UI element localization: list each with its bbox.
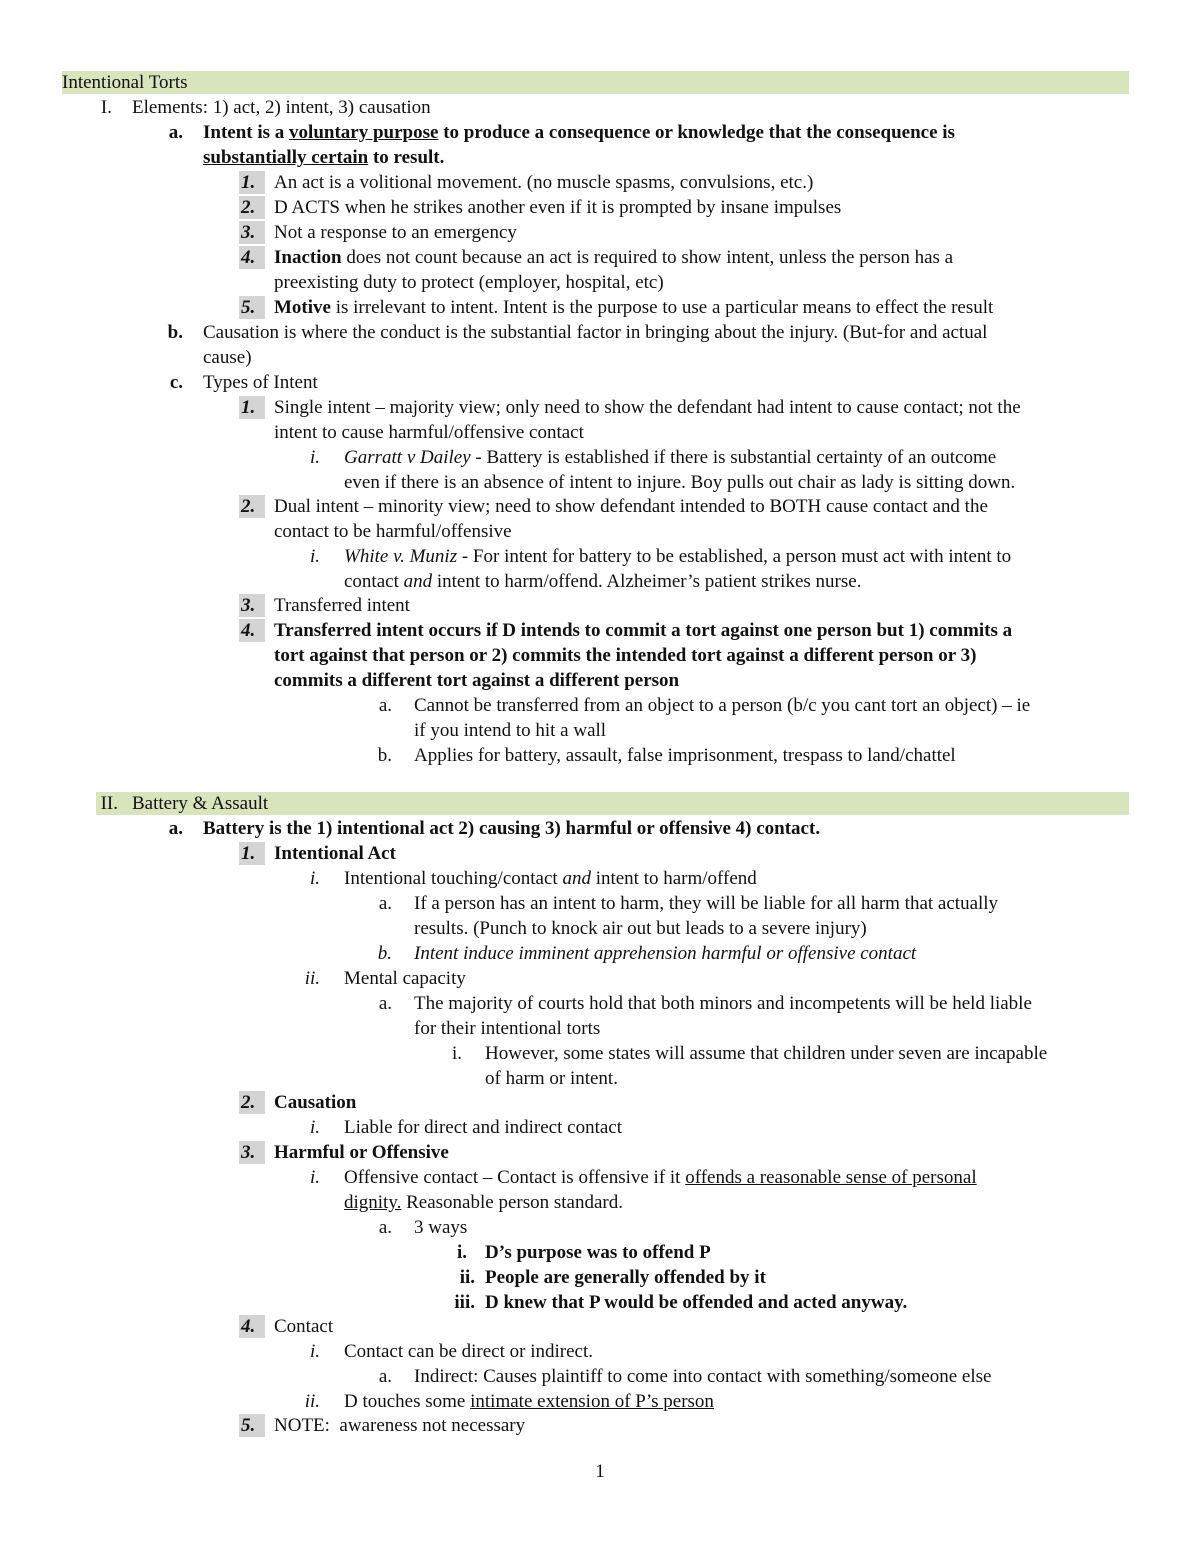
single-intent: Single intent – majority view; only need to show the defendant had intent to cause contact; not the [274,397,1021,418]
single-intent-cont: intent to cause harmful/offensive contact [274,422,584,443]
list-marker: a. [168,122,183,143]
transferred-intent-definition: Transferred intent occurs if D intends to commit a tort against one person but 1) commits a [274,620,1013,641]
intentional-act-title: Intentional Act [274,843,396,864]
roman-numeral: II. [100,793,118,814]
causation-title: Causation [274,1092,357,1113]
list-number: 3. [241,222,256,243]
contact-title: Contact [274,1316,334,1337]
transferred-intent-definition-cont: commits a different tort against a different person [274,670,680,691]
dual-intent-cont: contact to be harmful/offensive [274,521,512,542]
list-number: 2. [241,1092,256,1113]
list-item: An act is a volitional movement. (no muscle spasms, convulsions, etc.) [274,172,814,193]
offensive-contact: Offensive contact – Contact is offensive if it offends a reasonable sense of personal [344,1167,977,1188]
list-marker: iii. [454,1292,475,1313]
list-marker: a. [378,695,392,716]
causation-definition-cont: cause) [203,347,252,368]
list-item-cont: preexisting duty to protect (employer, hospital, etc) [274,272,664,293]
list-marker: i. [309,868,320,889]
list-item-cont: of harm or intent. [485,1068,618,1089]
page-number: 1 [595,1461,605,1482]
case-white-cont: contact and intent to harm/offend. Alzheimer’s patient strikes nurse. [344,571,862,592]
list-marker: ii. [459,1267,475,1288]
list-item: Liable for direct and indirect contact [344,1117,623,1138]
list-item: Contact can be direct or indirect. [344,1341,594,1362]
list-number: 1. [241,172,256,193]
list-marker: i. [456,1242,467,1263]
list-number: 2. [241,197,256,218]
list-number: 1. [241,397,256,418]
list-item-cont: for their intentional torts [414,1018,601,1039]
list-marker: a. [168,818,183,839]
list-item: D ACTS when he strikes another even if it is prompted by insane impulses [274,197,842,218]
case-white: White v. Muniz - For intent for battery to be established, a person must act with intent to [344,546,1012,567]
transferred-intent-definition-cont: tort against that person or 2) commits the intended tort against a different person or 3) [274,645,977,666]
list-item: People are generally offended by it [485,1267,766,1288]
list-number: 2. [241,496,256,517]
list-item: 3 ways [414,1217,468,1238]
list-item: Cannot be transferred from an object to a person (b/c you cant tort an object) – ie [414,695,1031,716]
list-marker: b. [167,322,183,343]
list-item: D touches some intimate extension of P’s person [344,1391,714,1412]
causation-definition: Causation is where the conduct is the substantial factor in bringing about the injury. (But-for and actual [203,322,988,343]
list-item: D’s purpose was to offend P [485,1242,711,1263]
list-item: Motive is irrelevant to intent. Intent is the purpose to use a particular means to effect the result [274,297,994,318]
list-item: The majority of courts hold that both minors and incompetents will be held liable [414,993,1032,1014]
section-title: Intentional Torts [62,72,188,93]
list-item: Mental capacity [344,968,466,989]
list-number: 4. [241,247,256,268]
list-marker: i. [451,1043,462,1064]
list-marker: b. [377,943,392,964]
list-item: Indirect: Causes plaintiff to come into contact with something/someone else [414,1366,992,1387]
list-marker: i. [309,1117,320,1138]
intent-definition: Intent is a voluntary purpose to produce a consequence or knowledge that the consequence is [203,122,955,143]
list-item: Not a response to an emergency [274,222,517,243]
types-of-intent-title: Types of Intent [203,372,318,393]
list-marker: c. [169,372,183,393]
harmful-offensive-title: Harmful or Offensive [274,1142,449,1163]
case-garratt: Garratt v Dailey - Battery is established if there is substantial certainty of an outcome [344,447,997,468]
list-item: Intent induce imminent apprehension harmful or offensive contact [414,943,917,964]
note-item: NOTE: awareness not necessary [274,1415,526,1436]
dual-intent: Dual intent – minority view; need to show defendant intended to BOTH cause contact and the [274,496,988,517]
list-item-cont: results. (Punch to knock air out but leads to a severe injury) [414,918,867,939]
battery-definition: Battery is the 1) intentional act 2) causing 3) harmful or offensive 4) contact. [203,818,821,839]
list-item: Intentional touching/contact and intent to harm/offend [344,868,757,889]
list-number: 5. [241,1415,256,1436]
list-marker: a. [378,993,392,1014]
elements-line: Elements: 1) act, 2) intent, 3) causation [132,97,431,118]
list-marker: ii. [304,1391,320,1412]
section-heading-band [62,71,1129,94]
list-marker: a. [378,1366,392,1387]
list-marker: a. [378,893,392,914]
list-item: D knew that P would be offended and acted anyway. [485,1292,908,1313]
list-item: Inaction does not count because an act is required to show intent, unless the person has a [274,247,954,268]
intent-definition-cont: substantially certain to result. [203,147,445,168]
roman-numeral: I. [100,97,112,118]
list-number: 4. [241,1316,256,1337]
offensive-contact-cont: dignity. Reasonable person standard. [344,1192,623,1213]
list-item: If a person has an intent to harm, they will be liable for all harm that actually [414,893,999,914]
list-marker: i. [309,1341,320,1362]
list-number: 3. [241,1142,256,1163]
list-item: However, some states will assume that children under seven are incapable [485,1043,1048,1064]
section-title: Battery & Assault [132,793,269,814]
list-marker: i. [309,546,320,567]
list-number: 4. [241,620,256,641]
list-number: 5. [241,297,256,318]
list-marker: a. [378,1217,392,1238]
list-item-cont: if you intend to hit a wall [414,720,607,741]
transferred-intent: Transferred intent [274,595,410,616]
case-garratt-cont: even if there is an absence of intent to injure. Boy pulls out chair as lady is sitting down. [344,472,1016,493]
list-marker: ii. [304,968,320,989]
list-marker: b. [377,745,392,766]
list-item: Applies for battery, assault, false imprisonment, trespass to land/chattel [414,745,956,766]
list-marker: i. [309,447,320,468]
list-number: 3. [241,595,256,616]
list-marker: i. [309,1167,320,1188]
list-number: 1. [241,843,256,864]
